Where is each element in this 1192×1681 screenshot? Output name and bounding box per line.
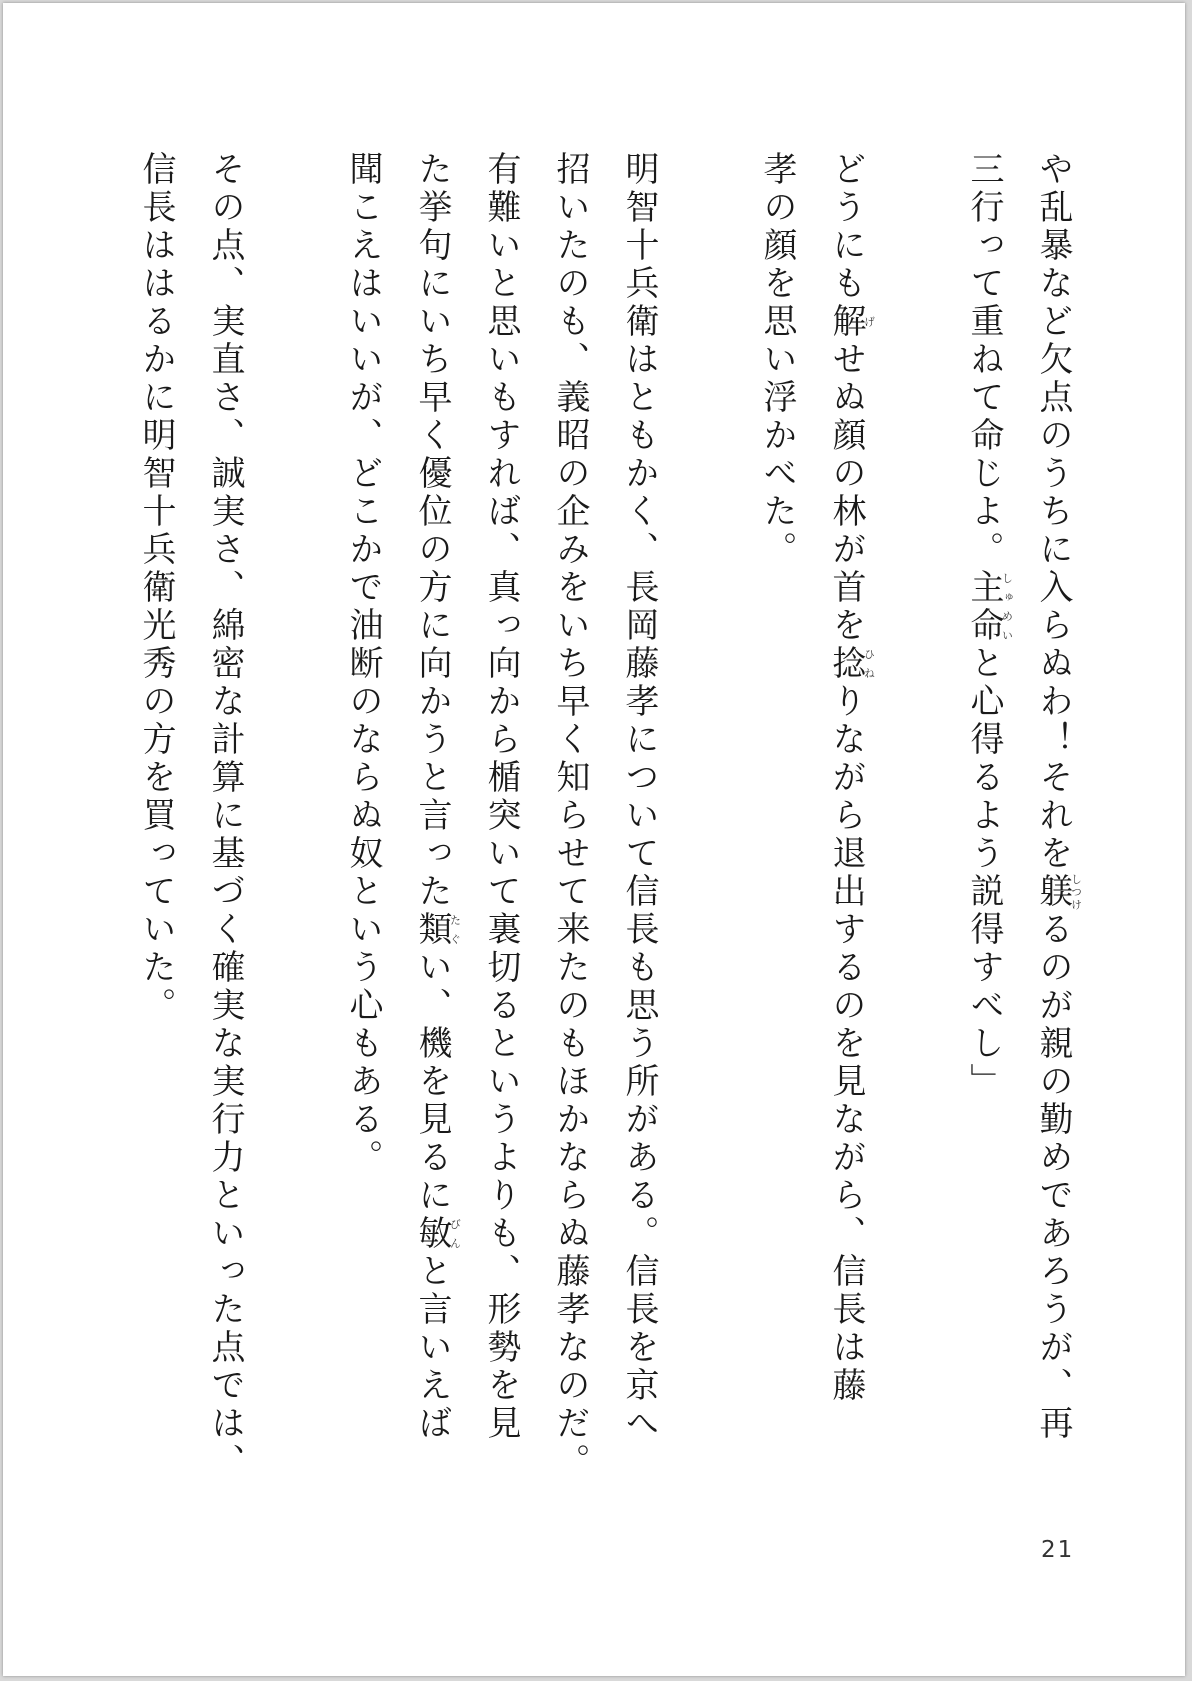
text-column-9: 有難いと思いもすれば、真っ向から楯突いて裏切るというよりも、形勢を見 [481,151,521,1443]
book-page [3,3,1185,1676]
text-run: い、機を見るに [412,949,452,1215]
text-run: や乱暴など欠点のうちに入らぬわ！それを [1033,151,1073,873]
text-column-4 [816,151,876,1591]
text-column-5: 孝の顔を思い浮かべた。 [757,151,797,569]
text-column-8: 招いたのも、義昭の企みをいち早く知らせて来たのもほかならぬ藤孝なのだ。 [550,151,590,1481]
ruby-hine: 捻ひね [826,645,876,683]
ruby-shumei: 主命しゅめい [964,569,1014,645]
ruby-ge: 解げ [826,303,876,341]
text-run: りながら退出するのを見ながら、信長は藤 [826,683,866,1405]
text-run: せぬ顔の林が首を [826,341,866,645]
text-column-2 [954,151,1014,1591]
text-run: た挙句にいち早く優位の方に向かうと言った [412,151,452,911]
text-column-1 [1023,151,1083,1591]
ruby-shitsuke: 躾しつけ [1033,873,1083,911]
text-column-13: その点、実直さ、誠実さ、綿密な計算に基づく確実な実行力といった点では、 [205,151,245,1481]
ruby-tagu: 類たぐ [412,911,462,949]
text-column-10 [402,151,462,1591]
text-column-11: 聞こえはいいが、どこかで油断のならぬ奴という心もある。 [343,151,383,1177]
text-run: 三行って重ねて命じよ。 [964,151,1004,569]
text-run: と言いえば [412,1253,452,1443]
text-column-7: 明智十兵衛はともかく、長岡藤孝について信長も思う所がある。信長を京へ [619,151,659,1443]
page-number: 21 [1041,1537,1075,1563]
ruby-bin: 敏びん [412,1215,462,1253]
text-run: るのが親の勤めであろうが、再 [1033,911,1073,1443]
vertical-text-body [136,151,1083,1591]
text-run: と心得るよう説得すべし」 [964,645,1004,1101]
text-column-14: 信長ははるかに明智十兵衛光秀の方を買っていた。 [136,151,176,1025]
text-run: どうにも [826,151,866,303]
